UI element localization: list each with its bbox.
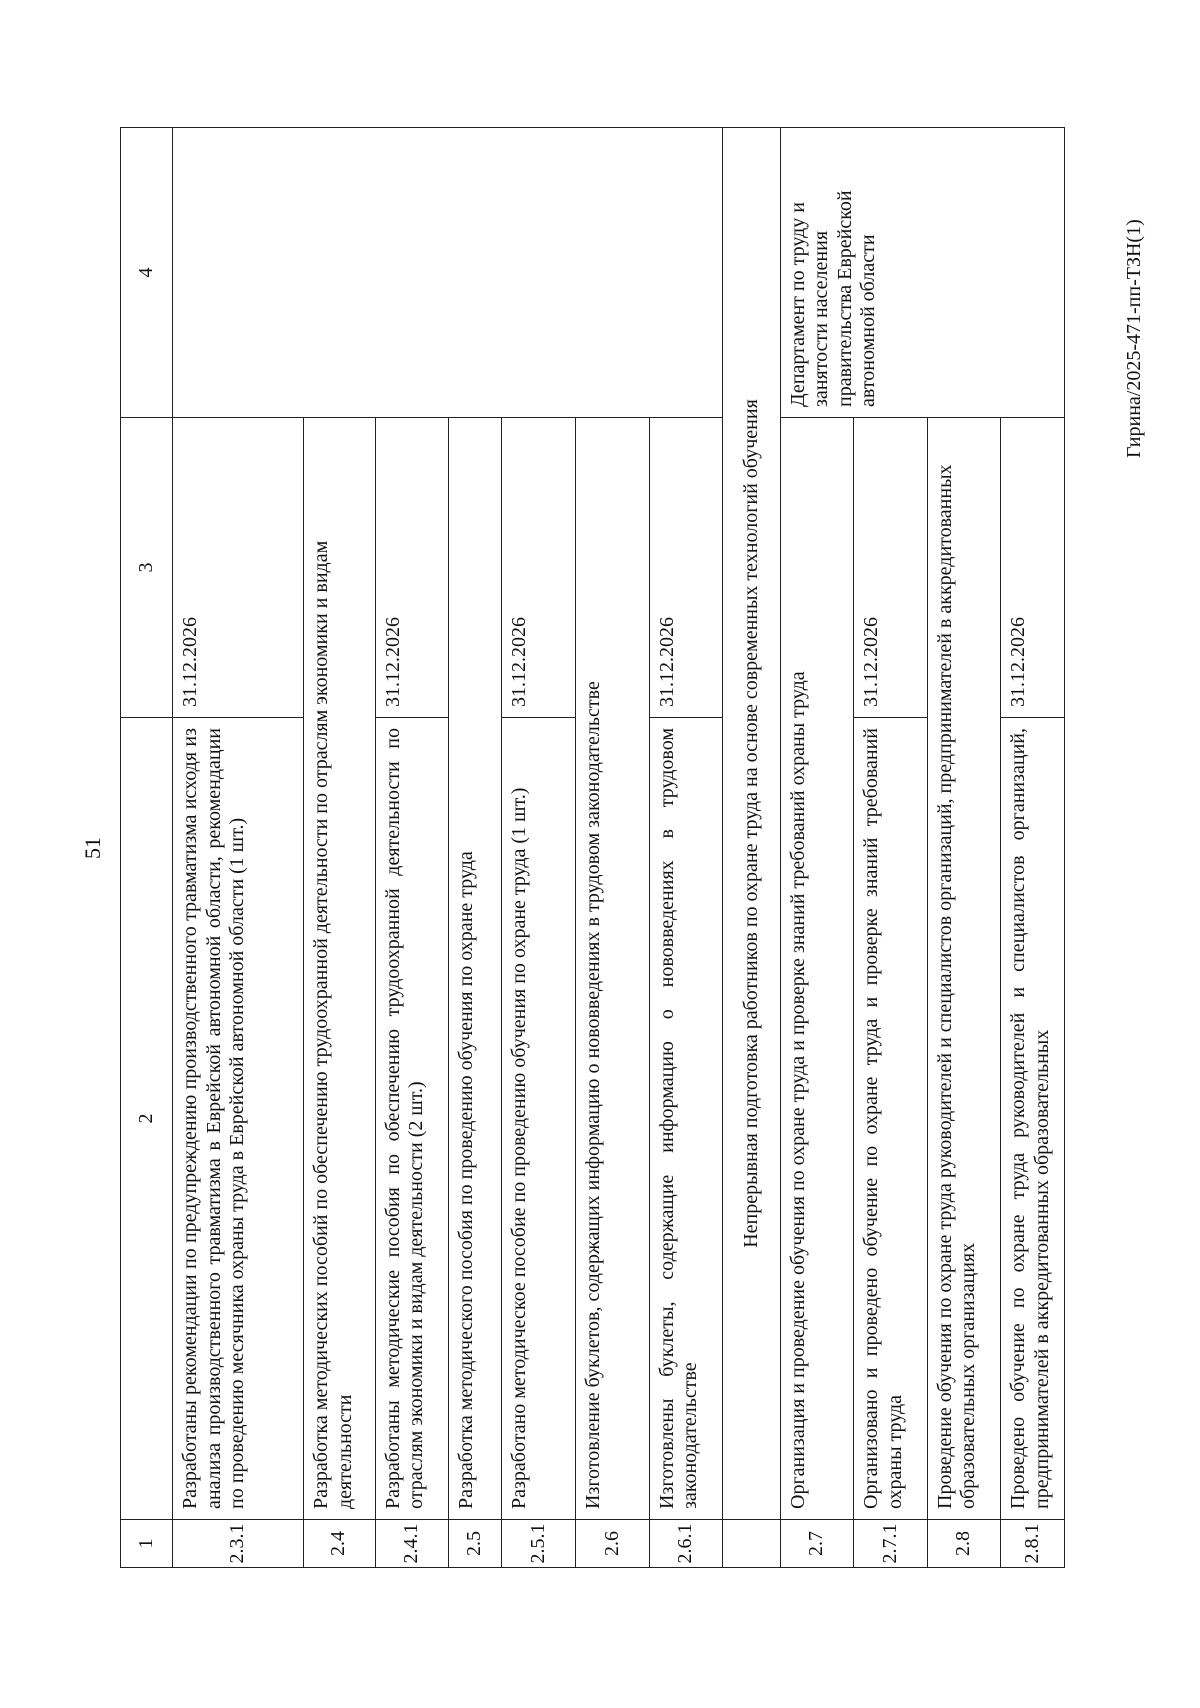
row-number: 2.6 bbox=[575, 1520, 649, 1568]
row-description: Изготовлены буклеты, содержащие информацию о нововведениях в трудовом законодательстве bbox=[649, 718, 723, 1520]
page-number: 51 bbox=[80, 837, 105, 859]
row-deadline: 31.12.2026 bbox=[854, 418, 928, 718]
row-deadline: 31.12.2026 bbox=[173, 418, 304, 718]
section-title: Непрерывная подготовка работников по охране труда на основе современных технологий обучения bbox=[723, 128, 780, 1520]
activities-table bbox=[120, 127, 1065, 1568]
section-row bbox=[723, 128, 780, 1568]
row-number: 2.4 bbox=[303, 1520, 375, 1568]
row-description: Проведение обучения по охране труда руководителей и специалистов организаций, предпринимателей в аккредитованных образовательных организациях bbox=[927, 418, 1001, 1520]
row-number: 2.5 bbox=[449, 1520, 502, 1568]
row-description: Разработка методических пособий по обеспечению трудоохранной деятельности по отраслям экономики и видам деятельности bbox=[303, 418, 375, 1520]
row-description: Изготовление буклетов, содержащих информацию о нововведениях в трудовом законодательстве bbox=[575, 418, 649, 1520]
row-number: 2.6.1 bbox=[649, 1520, 723, 1568]
row-number: 2.3.1 bbox=[173, 1520, 304, 1568]
row-deadline: 31.12.2026 bbox=[649, 418, 723, 718]
header-col-2: 2 bbox=[121, 718, 173, 1520]
row-number: 2.8.1 bbox=[1001, 1520, 1065, 1568]
row-number: 2.7.1 bbox=[854, 1520, 928, 1568]
table-row bbox=[780, 128, 854, 1568]
row-number: 2.7 bbox=[780, 1520, 854, 1568]
responsible-cell-empty bbox=[173, 128, 723, 418]
row-description: Проведено обучение по охране труда руководителей и специалистов организаций, предпринимателей в аккредитованных образовательных bbox=[1001, 718, 1065, 1520]
document-code: Гирина/2025-471-пп-ТЗН(1) bbox=[1123, 219, 1145, 458]
row-number: 2.8 bbox=[927, 1520, 1001, 1568]
header-col-3: 3 bbox=[121, 418, 173, 718]
row-number: 2.5.1 bbox=[502, 1520, 576, 1568]
responsible-department: Департамент по труду и занятости населения правительства Еврейской автономной области bbox=[780, 128, 1064, 418]
row-description: Разработка методического пособия по проведению обучения по охране труда bbox=[449, 418, 502, 1520]
header-col-4: 4 bbox=[121, 128, 173, 418]
table-header-row bbox=[121, 128, 173, 1568]
row-description: Разработаны методические пособия по обеспечению трудоохранной деятельности по отраслям экономики и видам деятельности (2 шт.) bbox=[375, 718, 449, 1520]
header-col-1: 1 bbox=[121, 1520, 173, 1568]
row-deadline: 31.12.2026 bbox=[502, 418, 576, 718]
row-description: Разработаны рекомендации по предупреждению производственного травматизма исходя из анализа производственного травматизма в Еврейской автономной области, рекомендации по проведению месячника охраны труда в Еврейской автономной области (1 шт.) bbox=[173, 718, 304, 1520]
row-deadline: 31.12.2026 bbox=[1001, 418, 1065, 718]
row-description: Организовано и проведено обучение по охране труда и проверке знаний требований охраны труда bbox=[854, 718, 928, 1520]
row-number: 2.4.1 bbox=[375, 1520, 449, 1568]
section-number-empty bbox=[723, 1520, 780, 1568]
row-description: Организация и проведение обучения по охране труда и проверке знаний требований охраны труда bbox=[780, 418, 854, 1520]
row-deadline: 31.12.2026 bbox=[375, 418, 449, 718]
row-description: Разработано методическое пособие по проведению обучения по охране труда (1 шт.) bbox=[502, 718, 576, 1520]
table-row bbox=[173, 128, 304, 1568]
